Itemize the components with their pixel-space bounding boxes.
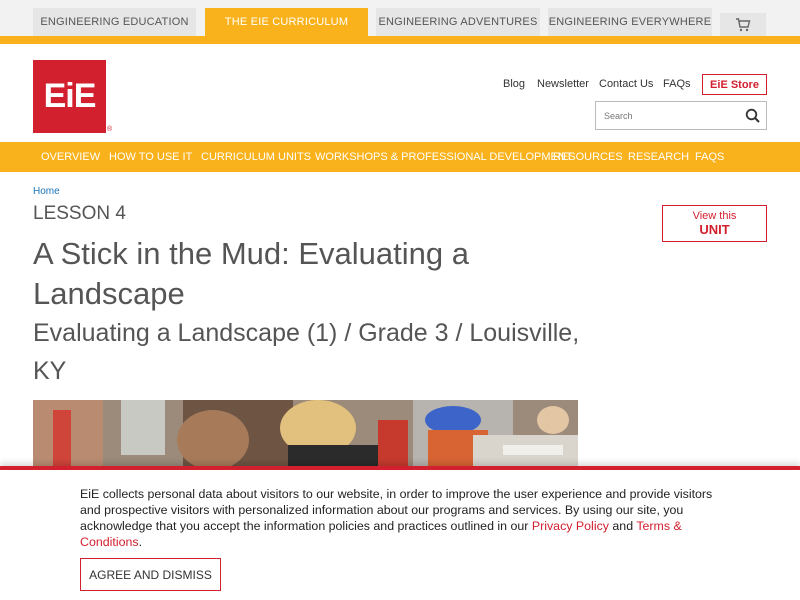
- top-accent-line: [0, 36, 800, 44]
- contact-us-link[interactable]: Contact Us: [599, 78, 654, 90]
- cookie-text-body: EiE collects personal data about visitors to our website, in order to improve the user experience and provide visitors and prospective visitors with personalized information about our programs and services. By using our site, you acknowledge that you accept the information policies and practices outlined in our: [80, 487, 713, 533]
- search-box: [595, 101, 767, 130]
- page-title: A Stick in the Mud: Evaluating a Landscape: [33, 236, 469, 311]
- page-subtitle: Evaluating a Landscape (1) / Grade 3 / Louisville, KY: [33, 319, 580, 385]
- search-icon: [744, 107, 762, 125]
- video-thumbnail-image: [33, 400, 578, 470]
- tab-engineering-adventures[interactable]: ENGINEERING ADVENTURES: [376, 8, 540, 36]
- registered-mark: ®: [107, 126, 113, 133]
- privacy-policy-link[interactable]: Privacy Policy: [531, 519, 609, 533]
- top-tab-bar: [0, 0, 800, 44]
- nav-how-to-use-it[interactable]: HOW TO USE IT: [109, 151, 193, 163]
- agree-dismiss-button[interactable]: AGREE AND DISMISS: [80, 558, 221, 591]
- logo-text: EiE: [43, 77, 96, 115]
- cart-button[interactable]: [720, 13, 766, 36]
- search-button[interactable]: [744, 107, 762, 125]
- lesson-video[interactable]: [33, 400, 578, 470]
- blog-link[interactable]: Blog: [503, 78, 526, 90]
- breadcrumb-home[interactable]: Home: [33, 186, 60, 197]
- search-input[interactable]: [596, 102, 736, 129]
- nav-workshops[interactable]: WORKSHOPS & PROFESSIONAL DEVELOPMENT: [315, 151, 573, 163]
- cart-icon: [735, 18, 751, 32]
- cookie-text-end: .: [138, 535, 143, 549]
- nav-research[interactable]: RESEARCH: [628, 151, 690, 163]
- tab-eie-curriculum[interactable]: THE EIE CURRICULUM: [205, 8, 368, 36]
- view-unit-button[interactable]: [662, 205, 767, 242]
- tab-engineering-education[interactable]: ENGINEERING EDUCATION: [33, 8, 196, 36]
- tab-engineering-everywhere[interactable]: ENGINEERING EVERYWHERE: [548, 8, 712, 36]
- eie-logo[interactable]: [33, 60, 106, 133]
- cookie-message: [80, 486, 720, 550]
- nav-curriculum-units[interactable]: CURRICULUM UNITS: [201, 151, 311, 163]
- main-nav: [0, 142, 800, 172]
- nav-faqs[interactable]: FAQS: [695, 151, 725, 163]
- lesson-label: LESSON 4: [33, 203, 126, 224]
- nav-overview[interactable]: OVERVIEW: [41, 151, 101, 163]
- terms-conditions-link[interactable]: Terms & Conditions: [80, 519, 682, 549]
- cookie-banner: [0, 466, 800, 600]
- view-unit-line2: UNIT: [699, 222, 730, 237]
- view-unit-line1: View this: [692, 210, 737, 222]
- newsletter-link[interactable]: Newsletter: [537, 78, 589, 90]
- nav-resources[interactable]: RESOURCES: [553, 151, 623, 163]
- cookie-text-and: and: [608, 519, 637, 533]
- eie-store-button[interactable]: EiE Store: [702, 74, 767, 95]
- faqs-link[interactable]: FAQs: [663, 78, 691, 90]
